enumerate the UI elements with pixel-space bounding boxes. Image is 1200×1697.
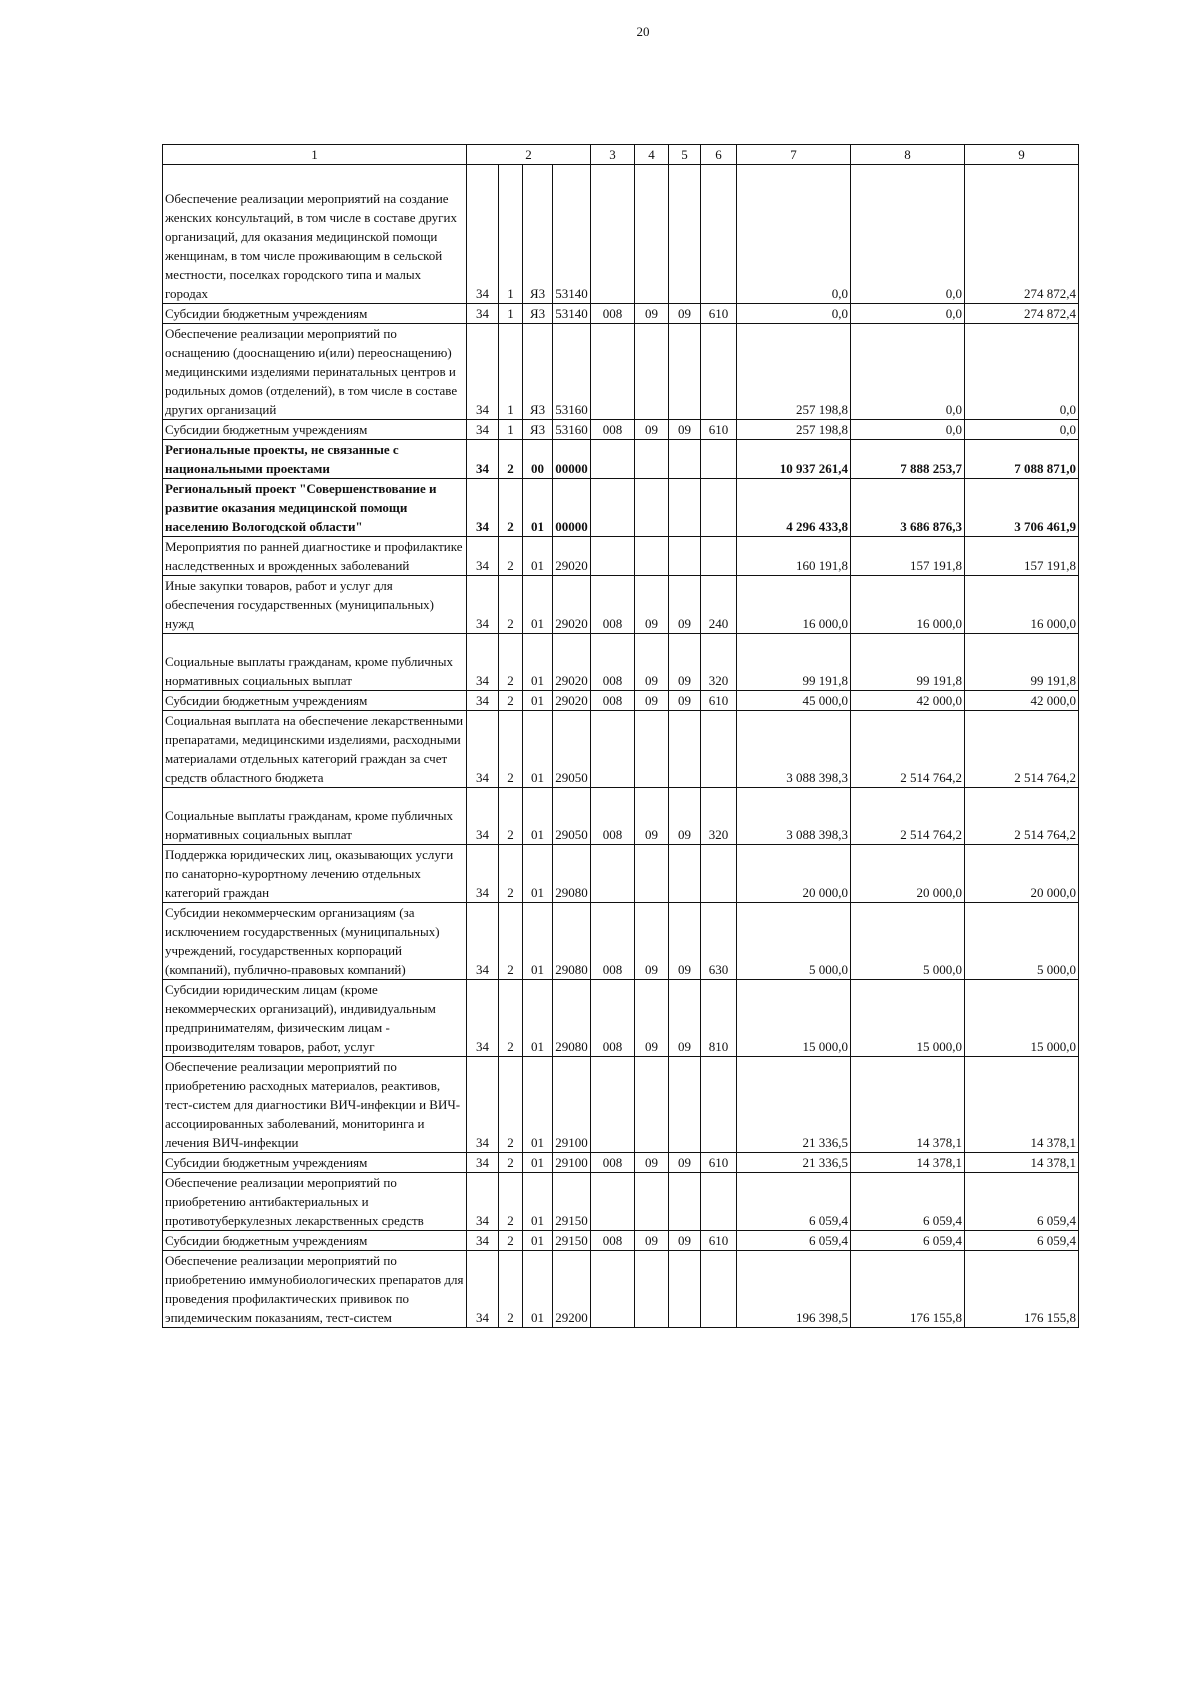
code-subprogram: 1 (499, 304, 523, 324)
col-5 (669, 1251, 701, 1328)
code-direction: 29150 (553, 1231, 591, 1251)
table-row (163, 634, 1079, 691)
col-8: 157 191,8 (851, 537, 965, 576)
col-7: 257 198,8 (737, 420, 851, 440)
col-5 (669, 1173, 701, 1231)
col-9: 2 514 764,2 (965, 788, 1079, 845)
row-name: Субсидии бюджетным учреждениям (163, 420, 467, 440)
col-3: 008 (591, 1231, 635, 1251)
code-subprogram: 2 (499, 903, 523, 980)
col-9: 16 000,0 (965, 576, 1079, 634)
col-3 (591, 1251, 635, 1328)
row-name: Обеспечение реализации мероприятий по оснащению (дооснащению и(или) переоснащению) медицинскими изделиями перинатальных центров и родильных домов (отделений), в том числе в составе других организаций (163, 324, 467, 420)
col-3 (591, 479, 635, 537)
code-direction: 29020 (553, 634, 591, 691)
col-9: 99 191,8 (965, 634, 1079, 691)
code-direction: 53160 (553, 324, 591, 420)
header-cell: 1 (163, 145, 467, 165)
code-direction: 53140 (553, 304, 591, 324)
col-5 (669, 711, 701, 788)
code-subprogram: 2 (499, 440, 523, 479)
code-subprogram: 1 (499, 324, 523, 420)
col-5 (669, 479, 701, 537)
col-8: 176 155,8 (851, 1251, 965, 1328)
code-program: 34 (467, 576, 499, 634)
code-subprogram: 2 (499, 576, 523, 634)
code-project: 01 (523, 691, 553, 711)
table-row (163, 1057, 1079, 1153)
col-7: 16 000,0 (737, 576, 851, 634)
col-9: 274 872,4 (965, 165, 1079, 304)
col-4: 09 (635, 304, 669, 324)
table-row (163, 576, 1079, 634)
code-project: 01 (523, 1057, 553, 1153)
row-name: Обеспечение реализации мероприятий по приобретению антибактериальных и противотуберкулезных лекарственных средств (163, 1173, 467, 1231)
col-3: 008 (591, 576, 635, 634)
col-3: 008 (591, 980, 635, 1057)
row-name: Иные закупки товаров, работ и услуг для обеспечения государственных (муниципальных) нужд (163, 576, 467, 634)
col-7: 3 088 398,3 (737, 711, 851, 788)
col-4 (635, 1251, 669, 1328)
header-row (163, 145, 1079, 165)
code-direction: 29080 (553, 980, 591, 1057)
row-name: Региональный проект "Совершенствование и развитие оказания медицинской помощи населению Вологодской области" (163, 479, 467, 537)
col-6 (701, 165, 737, 304)
code-program: 34 (467, 324, 499, 420)
col-8: 6 059,4 (851, 1173, 965, 1231)
code-direction: 29100 (553, 1153, 591, 1173)
col-8: 14 378,1 (851, 1153, 965, 1173)
col-7: 0,0 (737, 165, 851, 304)
col-8: 0,0 (851, 420, 965, 440)
code-project: Я3 (523, 165, 553, 304)
col-4 (635, 845, 669, 903)
code-direction: 29020 (553, 576, 591, 634)
col-5 (669, 165, 701, 304)
col-4: 09 (635, 788, 669, 845)
code-subprogram: 2 (499, 537, 523, 576)
code-direction: 29100 (553, 1057, 591, 1153)
code-subprogram: 1 (499, 420, 523, 440)
col-3: 008 (591, 1153, 635, 1173)
col-3 (591, 165, 635, 304)
row-name: Региональные проекты, не связанные с национальными проектами (163, 440, 467, 479)
code-direction: 29080 (553, 845, 591, 903)
row-name: Социальная выплата на обеспечение лекарственными препаратами, медицинскими изделиями, расходными материалами отдельных категорий граждан за счет средств областного бюджета (163, 711, 467, 788)
table-row (163, 440, 1079, 479)
col-4 (635, 537, 669, 576)
code-project: 01 (523, 1231, 553, 1251)
col-6 (701, 845, 737, 903)
page-number: 20 (636, 24, 650, 39)
col-9: 2 514 764,2 (965, 711, 1079, 788)
col-5 (669, 440, 701, 479)
col-7: 0,0 (737, 304, 851, 324)
col-8: 2 514 764,2 (851, 788, 965, 845)
col-5: 09 (669, 980, 701, 1057)
col-6: 610 (701, 1231, 737, 1251)
col-6: 240 (701, 576, 737, 634)
code-project: Я3 (523, 324, 553, 420)
col-6: 320 (701, 634, 737, 691)
code-project: 01 (523, 1251, 553, 1328)
col-8: 7 888 253,7 (851, 440, 965, 479)
col-9: 42 000,0 (965, 691, 1079, 711)
col-3: 008 (591, 691, 635, 711)
row-name: Субсидии некоммерческим организациям (за исключением государственных (муниципальных) учреждений, государственных корпораций (компаний), публично-правовых компаний) (163, 903, 467, 980)
col-6: 610 (701, 691, 737, 711)
col-3 (591, 324, 635, 420)
col-6 (701, 440, 737, 479)
col-8: 0,0 (851, 304, 965, 324)
col-7: 196 398,5 (737, 1251, 851, 1328)
header-cell: 4 (635, 145, 669, 165)
code-subprogram: 2 (499, 1173, 523, 1231)
code-project: 01 (523, 576, 553, 634)
code-program: 34 (467, 711, 499, 788)
col-6 (701, 479, 737, 537)
col-8: 0,0 (851, 165, 965, 304)
col-9: 3 706 461,9 (965, 479, 1079, 537)
row-name: Обеспечение реализации мероприятий на создание женских консультаций, в том числе в составе других организаций, для оказания медицинской помощи женщинам, в том числе проживающим в сельской местности, поселках городского типа и малых городах (163, 165, 467, 304)
col-4 (635, 1057, 669, 1153)
code-subprogram: 2 (499, 691, 523, 711)
col-8: 5 000,0 (851, 903, 965, 980)
code-direction: 29020 (553, 537, 591, 576)
col-6: 610 (701, 304, 737, 324)
code-subprogram: 2 (499, 479, 523, 537)
code-direction: 29020 (553, 691, 591, 711)
col-5: 09 (669, 691, 701, 711)
code-program: 34 (467, 980, 499, 1057)
code-project: 01 (523, 537, 553, 576)
table-row (163, 479, 1079, 537)
table-row (163, 537, 1079, 576)
col-3 (591, 440, 635, 479)
col-4: 09 (635, 634, 669, 691)
col-6: 610 (701, 420, 737, 440)
row-name: Социальные выплаты гражданам, кроме публичных нормативных социальных выплат (163, 788, 467, 845)
row-name: Субсидии бюджетным учреждениям (163, 304, 467, 324)
row-name: Социальные выплаты гражданам, кроме публичных нормативных социальных выплат (163, 634, 467, 691)
code-subprogram: 1 (499, 165, 523, 304)
code-subprogram: 2 (499, 1153, 523, 1173)
table-row (163, 788, 1079, 845)
col-3 (591, 1173, 635, 1231)
col-9: 14 378,1 (965, 1153, 1079, 1173)
col-8: 14 378,1 (851, 1057, 965, 1153)
code-program: 34 (467, 1251, 499, 1328)
col-9: 7 088 871,0 (965, 440, 1079, 479)
code-project: 01 (523, 711, 553, 788)
header-cell: 7 (737, 145, 851, 165)
col-7: 15 000,0 (737, 980, 851, 1057)
table-row (163, 1251, 1079, 1328)
col-7: 45 000,0 (737, 691, 851, 711)
code-project: 01 (523, 1153, 553, 1173)
table-row (163, 1173, 1079, 1231)
col-6 (701, 1251, 737, 1328)
col-4: 09 (635, 980, 669, 1057)
col-7: 21 336,5 (737, 1057, 851, 1153)
col-9: 15 000,0 (965, 980, 1079, 1057)
col-3: 008 (591, 420, 635, 440)
header-cell: 8 (851, 145, 965, 165)
col-7: 3 088 398,3 (737, 788, 851, 845)
col-6: 810 (701, 980, 737, 1057)
code-program: 34 (467, 691, 499, 711)
col-7: 6 059,4 (737, 1231, 851, 1251)
col-9: 157 191,8 (965, 537, 1079, 576)
col-6 (701, 1057, 737, 1153)
code-direction: 29200 (553, 1251, 591, 1328)
col-3 (591, 537, 635, 576)
col-9: 274 872,4 (965, 304, 1079, 324)
code-project: Я3 (523, 420, 553, 440)
col-4: 09 (635, 903, 669, 980)
header-cell: 9 (965, 145, 1079, 165)
row-name: Мероприятия по ранней диагностике и профилактике наследственных и врожденных заболеваний (163, 537, 467, 576)
code-project: 01 (523, 845, 553, 903)
code-project: 01 (523, 788, 553, 845)
col-5: 09 (669, 1153, 701, 1173)
col-9: 6 059,4 (965, 1231, 1079, 1251)
code-direction: 29080 (553, 903, 591, 980)
col-3: 008 (591, 304, 635, 324)
col-4: 09 (635, 1153, 669, 1173)
header-cell: 6 (701, 145, 737, 165)
col-9: 176 155,8 (965, 1251, 1079, 1328)
code-direction: 29050 (553, 788, 591, 845)
code-subprogram: 2 (499, 980, 523, 1057)
code-project: 01 (523, 903, 553, 980)
code-subprogram: 2 (499, 1251, 523, 1328)
col-3: 008 (591, 634, 635, 691)
col-3: 008 (591, 788, 635, 845)
col-6: 630 (701, 903, 737, 980)
header-cell: 3 (591, 145, 635, 165)
code-subprogram: 2 (499, 845, 523, 903)
col-9: 0,0 (965, 420, 1079, 440)
table-row (163, 324, 1079, 420)
col-5 (669, 324, 701, 420)
code-program: 34 (467, 420, 499, 440)
col-6: 320 (701, 788, 737, 845)
row-name: Обеспечение реализации мероприятий по приобретению расходных материалов, реактивов, тест-систем для диагностики ВИЧ-инфекции и ВИЧ-ассоциированных заболеваний, мониторинга и лечения ВИЧ-инфекции (163, 1057, 467, 1153)
code-program: 34 (467, 634, 499, 691)
code-direction: 00000 (553, 440, 591, 479)
col-4 (635, 165, 669, 304)
code-direction: 29050 (553, 711, 591, 788)
code-direction: 00000 (553, 479, 591, 537)
table-body (163, 165, 1079, 1328)
col-4 (635, 1173, 669, 1231)
col-5: 09 (669, 634, 701, 691)
code-program: 34 (467, 1153, 499, 1173)
code-program: 34 (467, 479, 499, 537)
col-5: 09 (669, 788, 701, 845)
col-5: 09 (669, 304, 701, 324)
col-9: 14 378,1 (965, 1057, 1079, 1153)
table-row (163, 691, 1079, 711)
code-direction: 29150 (553, 1173, 591, 1231)
table-row (163, 711, 1079, 788)
col-5 (669, 845, 701, 903)
col-7: 5 000,0 (737, 903, 851, 980)
code-program: 34 (467, 440, 499, 479)
code-subprogram: 2 (499, 1057, 523, 1153)
row-name: Субсидии бюджетным учреждениям (163, 1231, 467, 1251)
col-7: 6 059,4 (737, 1173, 851, 1231)
row-name: Обеспечение реализации мероприятий по приобретению иммунобиологических препаратов для проведения профилактических прививок по эпидемическим показаниям, тест-систем (163, 1251, 467, 1328)
col-6 (701, 324, 737, 420)
table-row (163, 165, 1079, 304)
table-row (163, 845, 1079, 903)
col-4: 09 (635, 420, 669, 440)
col-9: 0,0 (965, 324, 1079, 420)
col-4 (635, 440, 669, 479)
code-subprogram: 2 (499, 1231, 523, 1251)
col-5: 09 (669, 576, 701, 634)
col-8: 0,0 (851, 324, 965, 420)
col-7: 20 000,0 (737, 845, 851, 903)
code-program: 34 (467, 1231, 499, 1251)
code-program: 34 (467, 1173, 499, 1231)
col-7: 160 191,8 (737, 537, 851, 576)
col-6: 610 (701, 1153, 737, 1173)
col-7: 10 937 261,4 (737, 440, 851, 479)
code-project: 00 (523, 440, 553, 479)
table-row (163, 903, 1079, 980)
col-8: 20 000,0 (851, 845, 965, 903)
col-8: 99 191,8 (851, 634, 965, 691)
col-3 (591, 845, 635, 903)
col-9: 20 000,0 (965, 845, 1079, 903)
code-project: Я3 (523, 304, 553, 324)
code-direction: 53140 (553, 165, 591, 304)
budget-table (162, 144, 1079, 1328)
col-5 (669, 1057, 701, 1153)
col-4: 09 (635, 691, 669, 711)
col-9: 5 000,0 (965, 903, 1079, 980)
col-7: 257 198,8 (737, 324, 851, 420)
code-subprogram: 2 (499, 788, 523, 845)
header-cell: 2 (467, 145, 591, 165)
row-name: Поддержка юридических лиц, оказывающих услуги по санаторно-курортному лечению отдельных категорий граждан (163, 845, 467, 903)
code-project: 01 (523, 634, 553, 691)
col-3: 008 (591, 903, 635, 980)
table-row (163, 1153, 1079, 1173)
code-program: 34 (467, 903, 499, 980)
row-name: Субсидии бюджетным учреждениям (163, 1153, 467, 1173)
col-8: 16 000,0 (851, 576, 965, 634)
col-4 (635, 479, 669, 537)
code-subprogram: 2 (499, 634, 523, 691)
col-8: 2 514 764,2 (851, 711, 965, 788)
code-direction: 53160 (553, 420, 591, 440)
col-4: 09 (635, 1231, 669, 1251)
col-7: 21 336,5 (737, 1153, 851, 1173)
header-cell: 5 (669, 145, 701, 165)
table-row (163, 420, 1079, 440)
code-project: 01 (523, 980, 553, 1057)
code-program: 34 (467, 165, 499, 304)
col-8: 6 059,4 (851, 1231, 965, 1251)
table-row (163, 1231, 1079, 1251)
code-project: 01 (523, 1173, 553, 1231)
col-4 (635, 711, 669, 788)
col-8: 15 000,0 (851, 980, 965, 1057)
code-subprogram: 2 (499, 711, 523, 788)
col-6 (701, 537, 737, 576)
col-9: 6 059,4 (965, 1173, 1079, 1231)
col-5: 09 (669, 1231, 701, 1251)
col-8: 3 686 876,3 (851, 479, 965, 537)
col-7: 4 296 433,8 (737, 479, 851, 537)
code-program: 34 (467, 845, 499, 903)
row-name: Субсидии юридическим лицам (кроме некоммерческих организаций), индивидуальным предпринимателям, физическим лицам - производителям товаров, работ, услуг (163, 980, 467, 1057)
col-4 (635, 324, 669, 420)
col-6 (701, 711, 737, 788)
col-5: 09 (669, 420, 701, 440)
code-program: 34 (467, 304, 499, 324)
col-6 (701, 1173, 737, 1231)
code-program: 34 (467, 788, 499, 845)
code-program: 34 (467, 537, 499, 576)
code-project: 01 (523, 479, 553, 537)
col-3 (591, 711, 635, 788)
col-8: 42 000,0 (851, 691, 965, 711)
col-3 (591, 1057, 635, 1153)
col-4: 09 (635, 576, 669, 634)
col-7: 99 191,8 (737, 634, 851, 691)
table-row (163, 980, 1079, 1057)
code-program: 34 (467, 1057, 499, 1153)
col-5: 09 (669, 903, 701, 980)
row-name: Субсидии бюджетным учреждениям (163, 691, 467, 711)
table-row (163, 304, 1079, 324)
col-5 (669, 537, 701, 576)
